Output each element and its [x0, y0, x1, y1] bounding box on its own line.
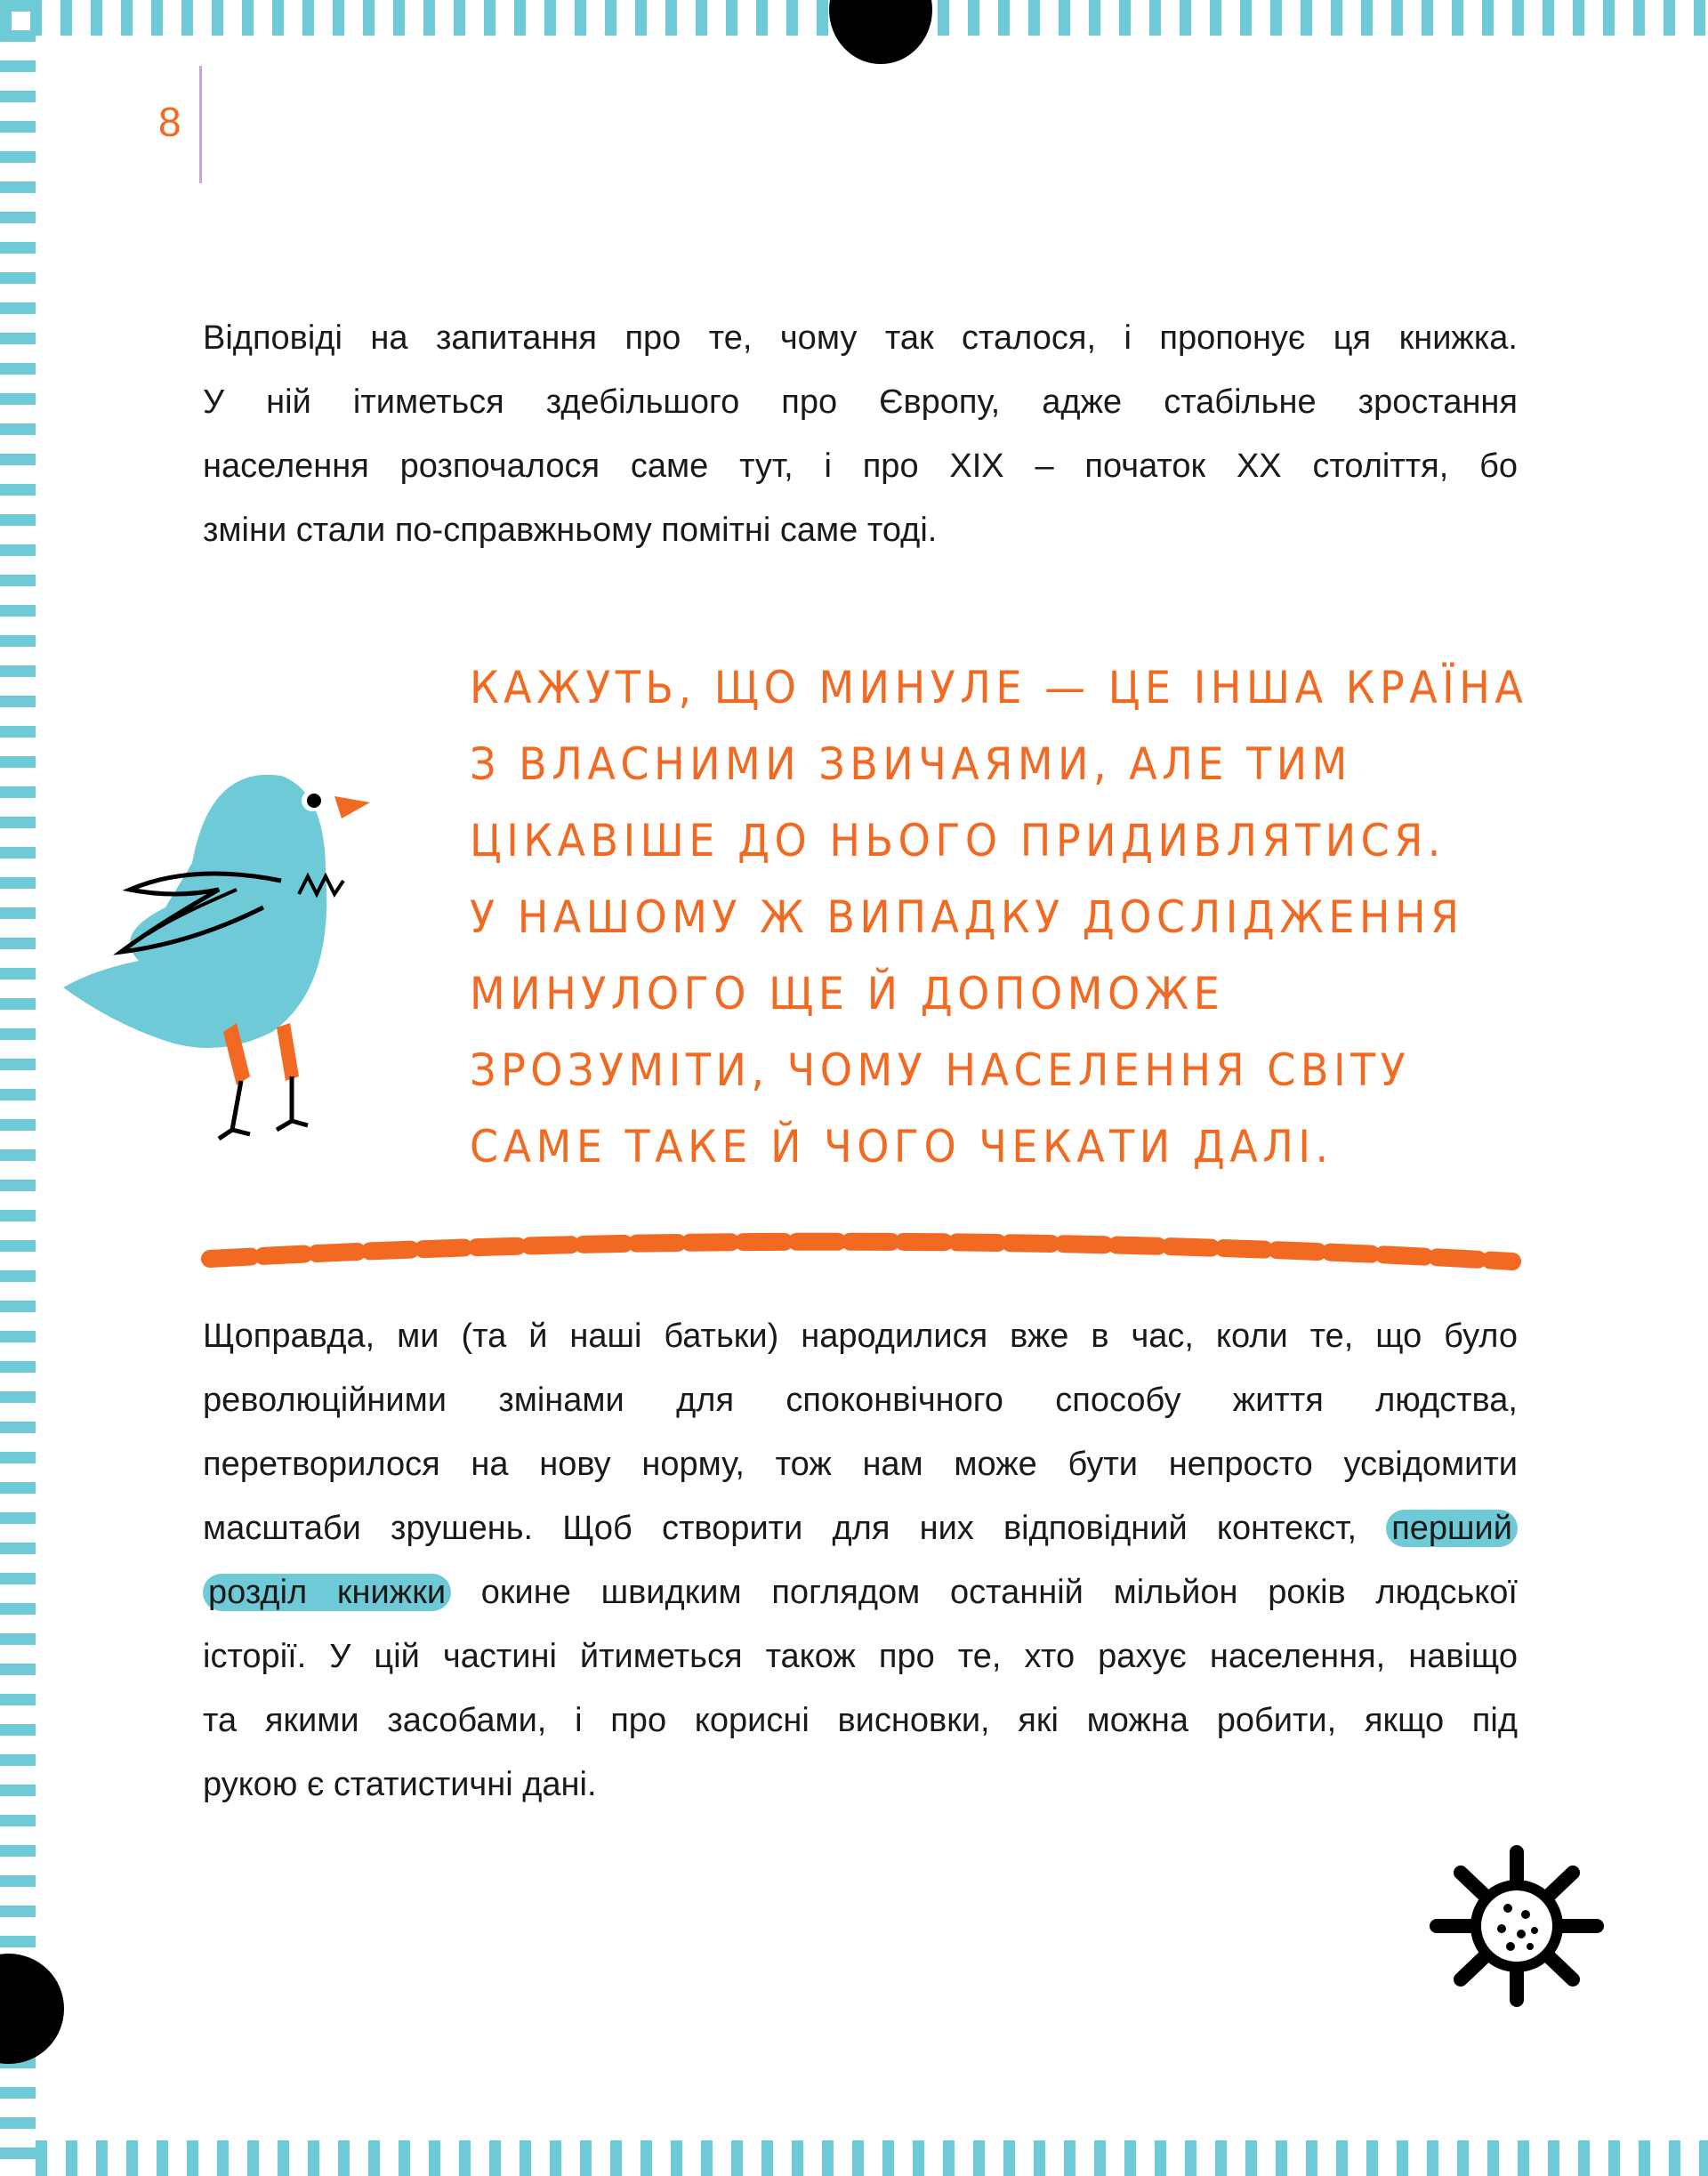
quote-line: З ВЛАСНИМИ ЗВИЧАЯМИ, АЛЕ ТИМ [470, 738, 1352, 790]
main-paragraph [203, 1304, 1518, 1817]
left-striped-border [0, 0, 36, 2176]
quote-line: ЗРОЗУМІТИ, ЧОМУ НАСЕЛЕННЯ СВІТУ [470, 1044, 1411, 1096]
text-line: перетворилося на нову норму, тож нам може бути непросто усвідомити [203, 1446, 1518, 1483]
text-segment: окине швидким поглядом останній мільйон років людської [480, 1574, 1518, 1611]
highlighted-text: розділ книжки [203, 1574, 451, 1611]
highlighted-text: перший [1386, 1510, 1518, 1547]
bird-illustration [59, 756, 388, 1157]
quote-line: САМЕ ТАКЕ Й ЧОГО ЧЕКАТИ ДАЛІ. [470, 1121, 1333, 1173]
quote-line: КАЖУТЬ, ЩО МИНУЛЕ — ЦЕ ІНША КРАЇНА [470, 662, 1528, 713]
intro-paragraph [203, 306, 1518, 562]
text-line: революційними змінами для споконвічного способу життя людства, [203, 1382, 1518, 1419]
wavy-dashed-divider [201, 1228, 1521, 1281]
text-line: Відповіді на запитання про те, чому так сталося, і пропонує ця книжка. [203, 319, 1518, 357]
quote-line: ЦІКАВІШЕ ДО НЬОГО ПРИДИВЛЯТИСЯ. [470, 815, 1446, 866]
handwritten-quote [470, 649, 1528, 1185]
text-line: історії. У цій частині йтиметься також про те, хто рахує населення, навіщо [203, 1638, 1518, 1675]
bottom-striped-border [36, 2140, 1708, 2176]
sun-virus-icon [1423, 1842, 1610, 2011]
left-black-dot [0, 1954, 64, 2064]
text-line: Щоправда, ми (та й наші батьки) народилися вже в час, коли те, що було [203, 1318, 1518, 1355]
text-segment: масштаби зрушень. Щоб створити для них відповідний контекст, [203, 1510, 1358, 1547]
text-line [203, 1560, 1518, 1624]
text-line: населення розпочалося саме тут, і про XIX – початок XX століття, бо [203, 447, 1518, 485]
top-black-dot [829, 0, 932, 64]
quote-line: МИНУЛОГО ЩЕ Й ДОПОМОЖЕ [470, 968, 1225, 1019]
text-line: рукою є статистичні дані. [203, 1766, 597, 1803]
page-number-divider [199, 66, 202, 183]
text-line: У ній ітиметься здебільшого про Європу, адже стабільне зростання [203, 383, 1518, 421]
text-line: та якими засобами, і про корисні висновки, які можна робити, якщо під [203, 1702, 1518, 1739]
text-line [203, 1496, 1518, 1560]
page-number: 8 [158, 99, 181, 145]
text-line: зміни стали по-справжньому помітні саме тоді. [203, 512, 938, 549]
quote-line: У НАШОМУ Ж ВИПАДКУ ДОСЛІДЖЕННЯ [470, 891, 1464, 943]
